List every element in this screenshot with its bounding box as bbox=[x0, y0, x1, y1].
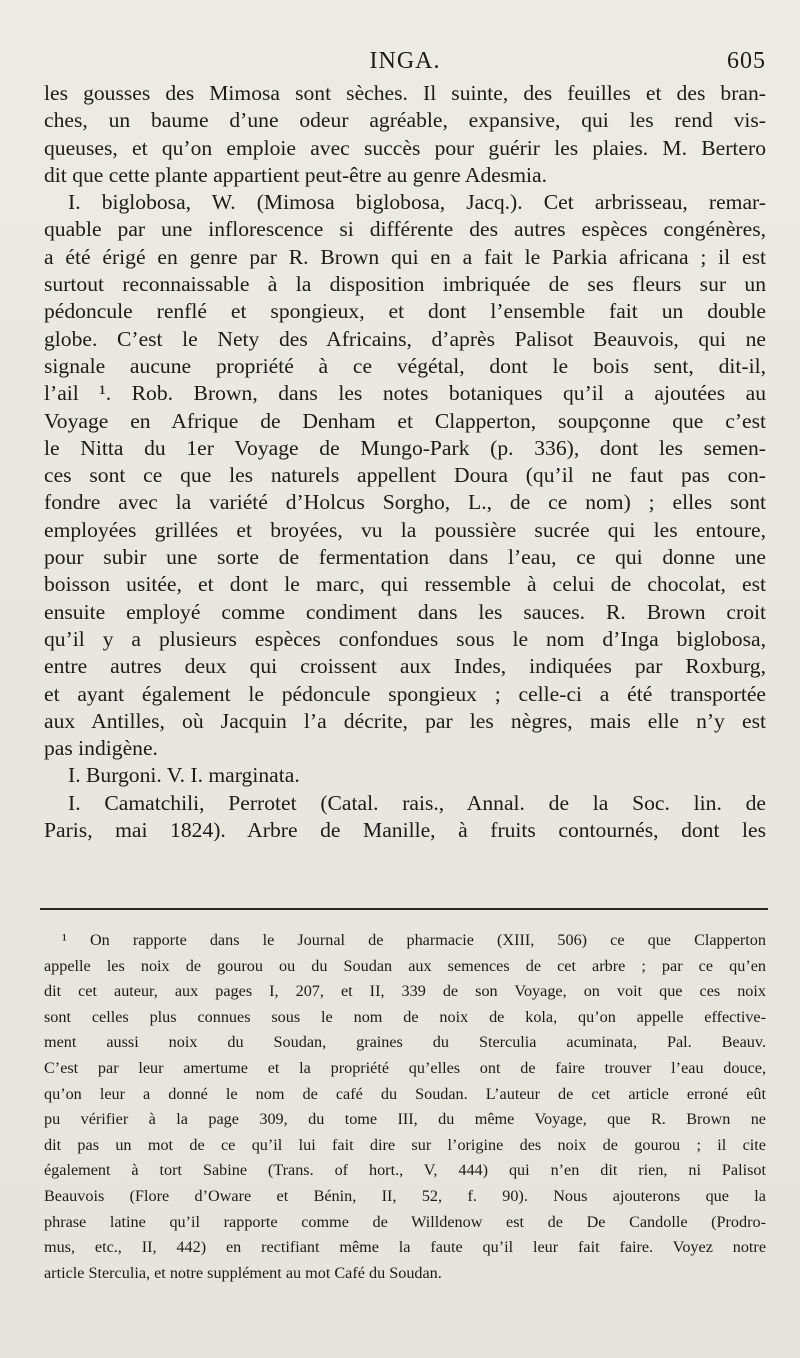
text-line: quable par une inflorescence si différente des autres espèces congénères, bbox=[44, 217, 766, 242]
text-line: a été érigé en genre par R. Brown qui en a fait le Parkia africana ; il est bbox=[44, 244, 766, 269]
footnote-line: également à tort Sabine (Trans. of hort., V, 444) qui n’en dit rien, ni Palisot bbox=[44, 1161, 766, 1180]
text-line: les gousses des Mimosa sont sèches. Il suinte, des feuilles et des bran- bbox=[44, 81, 766, 105]
footnote-line: sont celles plus connues sous le nom de noix de kola, qu’on appelle effective- bbox=[44, 1007, 766, 1026]
text-line: queuses, et qu’on emploie avec succès pour guérir les plaies. M. Bertero bbox=[44, 135, 766, 160]
text-line: pas indigène. bbox=[44, 736, 158, 761]
footnote-line: C’est par leur amertume et la propriété qu’elles ont de faire trouver l’eau douce, bbox=[44, 1058, 766, 1077]
footnotes bbox=[44, 928, 766, 1286]
footnote-line: qu’on leur a donné le nom de café du Soudan. L’auteur de cet article erroné eût bbox=[44, 1084, 766, 1103]
footnote-line: dit cet auteur, aux pages I, 207, et II, 339 de son Voyage, on voit que ces noix bbox=[44, 982, 766, 1001]
text-line: l’ail ¹. Rob. Brown, dans les notes botaniques qu’il a ajoutées au bbox=[44, 381, 766, 406]
text-line: ensuite employé comme condiment dans les sauces. R. Brown croit bbox=[44, 599, 766, 624]
text-line: et ayant également le pédoncule spongieux ; celle-ci a été transportée bbox=[44, 681, 766, 706]
text-line: I. biglobosa, W. (Mimosa biglobosa, Jacq.). Cet arbrisseau, remar- bbox=[68, 190, 766, 215]
running-title: INGA. bbox=[369, 48, 441, 74]
main-text bbox=[44, 80, 766, 844]
text-line: I. Camatchili, Perrotet (Catal. rais., Annal. de la Soc. lin. de bbox=[68, 790, 766, 815]
text-line: pédoncule renflé et spongieux, et dont l’ensemble fait un double bbox=[44, 299, 766, 324]
text-line: ces sont ce que les naturels appellent Doura (qu’il ne faut pas con- bbox=[44, 463, 766, 488]
text-line: surtout reconnaissable à la disposition imbriquée de ses fleurs sur un bbox=[44, 272, 766, 297]
text-line: le Nitta du 1er Voyage de Mungo-Park (p. 336), dont les semen- bbox=[44, 435, 766, 460]
text-line: pour subir une sorte de fermentation dans l’eau, ce qui donne une bbox=[44, 545, 766, 570]
text-line: dit que cette plante appartient peut-être au genre Adesmia. bbox=[44, 162, 548, 187]
footnote-line: phrase latine qu’il rapporte comme de Willdenow est de De Candolle (Prodro- bbox=[44, 1212, 766, 1231]
text-line: signale aucune propriété à ce végétal, dont le bois sent, dit-il, bbox=[44, 353, 766, 378]
footnote-line: appelle les noix de gourou ou du Soudan aux semences de cet arbre ; par ce qu’en bbox=[44, 956, 766, 975]
footnote-line: article Sterculia, et notre supplément au mot Café du Soudan. bbox=[44, 1263, 442, 1282]
text-line: aux Antilles, où Jacquin l’a décrite, par les nègres, mais elle n’y est bbox=[44, 708, 766, 733]
footnote-line: ¹ On rapporte dans le Journal de pharmacie (XIII, 506) ce que Clapperton bbox=[62, 931, 766, 949]
text-line: globe. C’est le Nety des Africains, d’après Palisot Beauvois, qui ne bbox=[44, 326, 766, 351]
footnote-line: mus, etc., II, 442) en rectifiant même la faute qu’il leur fait faire. Voyez notre bbox=[44, 1238, 766, 1257]
text-line: entre autres deux qui croissent aux Indes, indiquées par Roxburg, bbox=[44, 654, 766, 679]
page-header bbox=[44, 48, 766, 78]
page-number: 605 bbox=[727, 48, 766, 74]
text-line: Paris, mai 1824). Arbre de Manille, à fruits contournés, dont les bbox=[44, 818, 766, 843]
footnote-line: dit pas un mot de ce qu’il lui fait dire sur l’origine des noix de gourou ; il cite bbox=[44, 1135, 766, 1154]
text-line: qu’il y a plusieurs espèces confondues sous le nom d’Inga biglobosa, bbox=[44, 626, 766, 651]
text-line: fondre avec la variété d’Holcus Sorgho, L., de ce nom) ; elles sont bbox=[44, 490, 766, 515]
text-line: I. Burgoni. V. I. marginata. bbox=[68, 763, 300, 788]
footnote-line: pu vérifier à la page 309, du tome III, du même Voyage, que R. Brown ne bbox=[44, 1110, 766, 1129]
text-line: employées grillées et broyées, vu la poussière sucrée qui les entoure, bbox=[44, 517, 766, 542]
footnote-rule bbox=[40, 908, 768, 910]
text-line: ches, un baume d’une odeur agréable, expansive, qui les rend vis- bbox=[44, 108, 766, 133]
text-line: boisson usitée, et dont le marc, qui ressemble à celui de chocolat, est bbox=[44, 572, 766, 597]
footnote-line: ment aussi noix du Soudan, graines du Sterculia acuminata, Pal. Beauv. bbox=[44, 1033, 766, 1052]
text-line: Voyage en Afrique de Denham et Clapperton, soupçonne que c’est bbox=[44, 408, 766, 433]
footnote-line: Beauvois (Flore d’Oware et Bénin, II, 52, f. 90). Nous ajouterons que la bbox=[44, 1186, 766, 1205]
